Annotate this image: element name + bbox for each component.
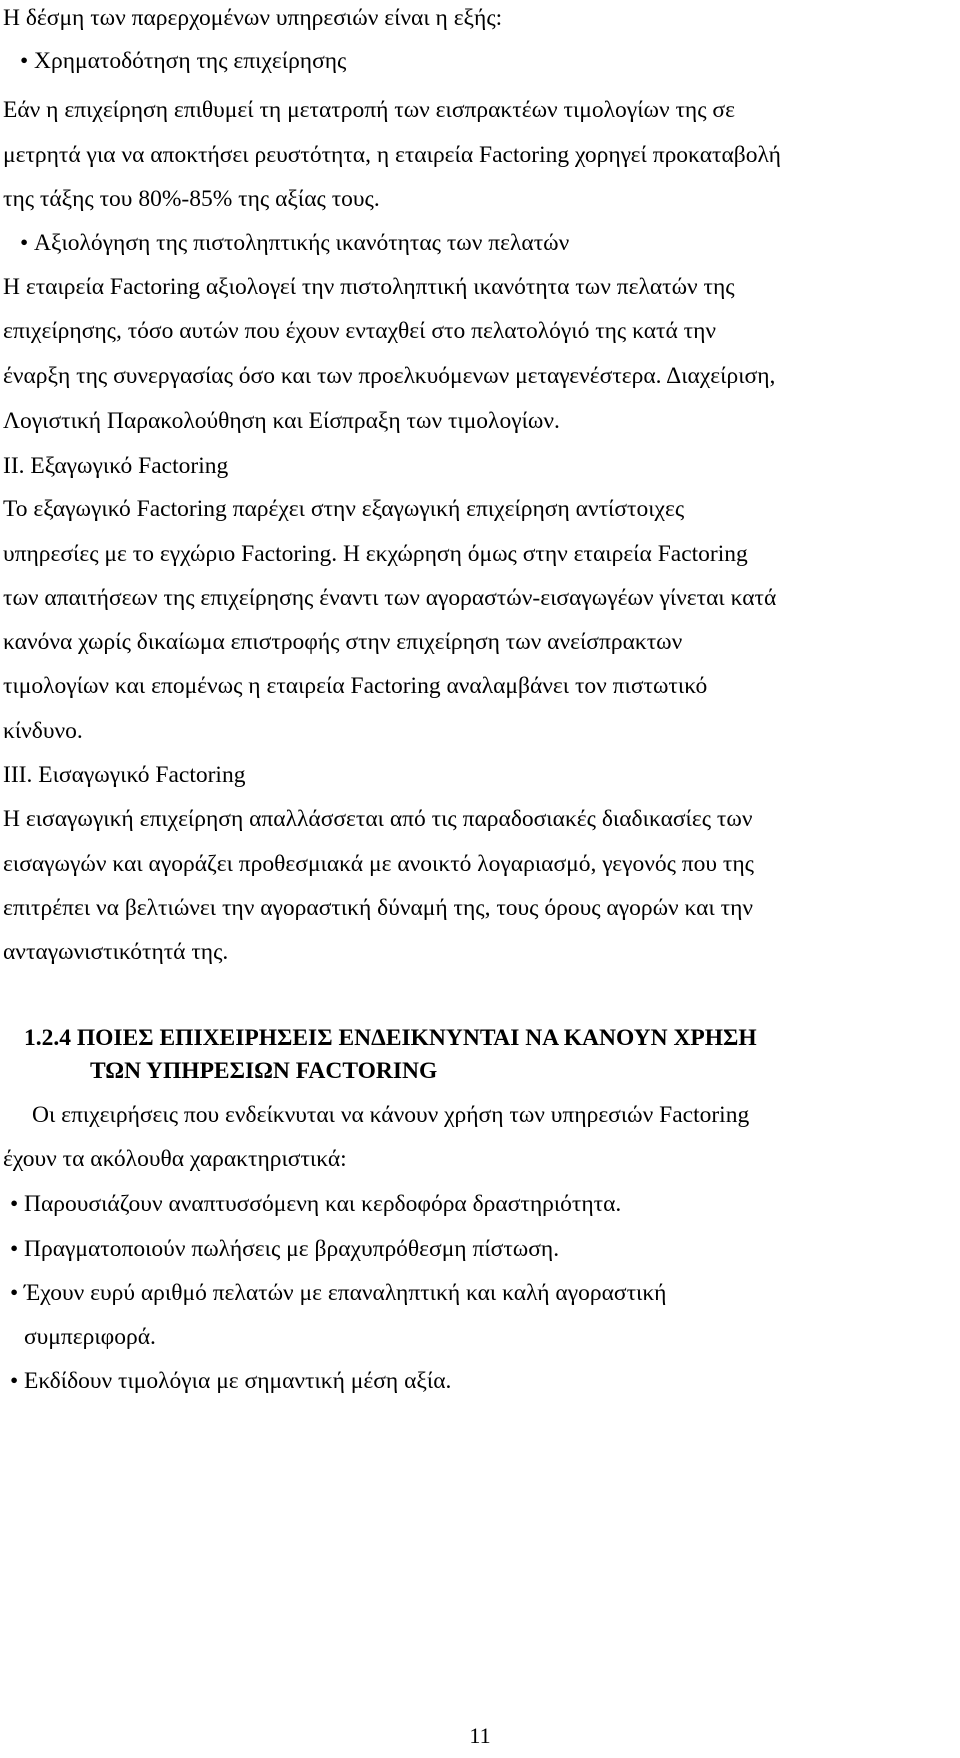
paragraph-line: έναρξη της συνεργασίας όσο και των προελκυόμενων μεταγενέστερα. Διαχείριση,: [3, 363, 776, 389]
export-title: ΙΙ. Εξαγωγικό Factoring: [3, 453, 229, 479]
paragraph-line: μετρητά για να αποκτήσει ρευστότητα, η εταιρεία Factoring χορηγεί προκαταβολή: [3, 142, 781, 168]
paragraph-line: κίνδυνο.: [3, 718, 83, 744]
bullet-icon: •: [20, 230, 29, 256]
bullet-icon: •: [10, 1236, 19, 1262]
paragraph-line: ανταγωνιστικότητά της.: [3, 939, 229, 965]
intro-line: Η δέσμη των παρερχομένων υπηρεσιών είναι η εξής:: [3, 5, 503, 31]
list-item: [10, 1189, 621, 1219]
paragraph-line: έχουν τα ακόλουθα χαρακτηριστικά:: [3, 1146, 347, 1172]
paragraph-line: Οι επιχειρήσεις που ενδείκνυται να κάνουν χρήση των υπηρεσιών Factoring: [32, 1102, 750, 1128]
paragraph-line: των απαιτήσεων της επιχείρησης έναντι των αγοραστών-εισαγωγέων γίνεται κατά: [3, 585, 777, 611]
bullet-icon: •: [10, 1191, 19, 1217]
section-heading-cont: ΤΩΝ ΥΠΗΡΕΣΙΩΝ FACTORING: [90, 1058, 438, 1084]
paragraph-line: της τάξης του 80%-85% της αξίας τους.: [3, 186, 380, 212]
import-title: ΙΙΙ. Εισαγωγικό Factoring: [3, 762, 246, 788]
paragraph-line: επιτρέπει να βελτιώνει την αγοραστική δύναμή της, τους όρους αγορών και την: [3, 895, 754, 921]
bullet-label: Χρηματοδότηση της επιχείρησης: [34, 48, 347, 74]
bullet-icon: •: [10, 1280, 19, 1306]
bullet-icon: •: [20, 48, 29, 74]
bullet-icon: •: [10, 1368, 19, 1394]
list-item: [10, 1366, 451, 1396]
list-item: [10, 1234, 559, 1264]
page-number: 11: [469, 1723, 491, 1748]
bullet-label: Αξιολόγηση της πιστοληπτικής ικανότητας των πελατών: [34, 230, 570, 256]
paragraph-line: υπηρεσίες με το εγχώριο Factoring. Η εκχώρηση όμως στην εταιρεία Factoring: [3, 541, 748, 567]
paragraph-line: Το εξαγωγικό Factoring παρέχει στην εξαγωγική επιχείρηση αντίστοιχες: [3, 496, 685, 522]
list-item-text: Εκδίδουν τιμολόγια με σημαντική μέση αξία.: [24, 1368, 452, 1394]
list-item: [10, 1278, 666, 1308]
bullet-financing: [20, 46, 346, 76]
list-item-continuation: συμπεριφορά.: [24, 1324, 156, 1350]
list-item-text: Παρουσιάζουν αναπτυσσόμενη και κερδοφόρα δραστηριότητα.: [24, 1191, 622, 1217]
paragraph-line: Η εταιρεία Factoring αξιολογεί την πιστοληπτική ικανότητα των πελατών της: [3, 274, 735, 300]
paragraph-line: Εάν η επιχείρηση επιθυμεί τη μετατροπή των εισπρακτέων τιμολογίων της σε: [3, 97, 735, 123]
paragraph-line: Λογιστική Παρακολούθηση και Είσπραξη των τιμολογίων.: [3, 408, 560, 434]
bullet-credit: [20, 228, 569, 258]
section-heading: 1.2.4 ΠΟΙΕΣ ΕΠΙΧΕΙΡΗΣΕΙΣ ΕΝΔΕΙΚΝΥΝΤΑΙ ΝΑ ΚΑΝΟΥΝ ΧΡΗΣΗ: [24, 1025, 757, 1051]
list-item-text: Πραγματοποιούν πωλήσεις με βραχυπρόθεσμη πίστωση.: [24, 1236, 560, 1262]
paragraph-line: επιχείρησης, τόσο αυτών που έχουν ενταχθεί στο πελατολόγιό της κατά την: [3, 318, 717, 344]
list-item-text: Έχουν ευρύ αριθμό πελατών με επαναληπτική και καλή αγοραστική: [24, 1280, 667, 1306]
paragraph-line: τιμολογίων και επομένως η εταιρεία Factoring αναλαμβάνει τον πιστωτικό: [3, 673, 708, 699]
paragraph-line: κανόνα χωρίς δικαίωμα επιστροφής στην επιχείρηση των ανείσπρακτων: [3, 629, 683, 655]
paragraph-line: εισαγωγών και αγοράζει προθεσμιακά με ανοικτό λογαριασμό, γεγονός που της: [3, 851, 754, 877]
paragraph-line: Η εισαγωγική επιχείρηση απαλλάσσεται από τις παραδοσιακές διαδικασίες των: [3, 806, 753, 832]
